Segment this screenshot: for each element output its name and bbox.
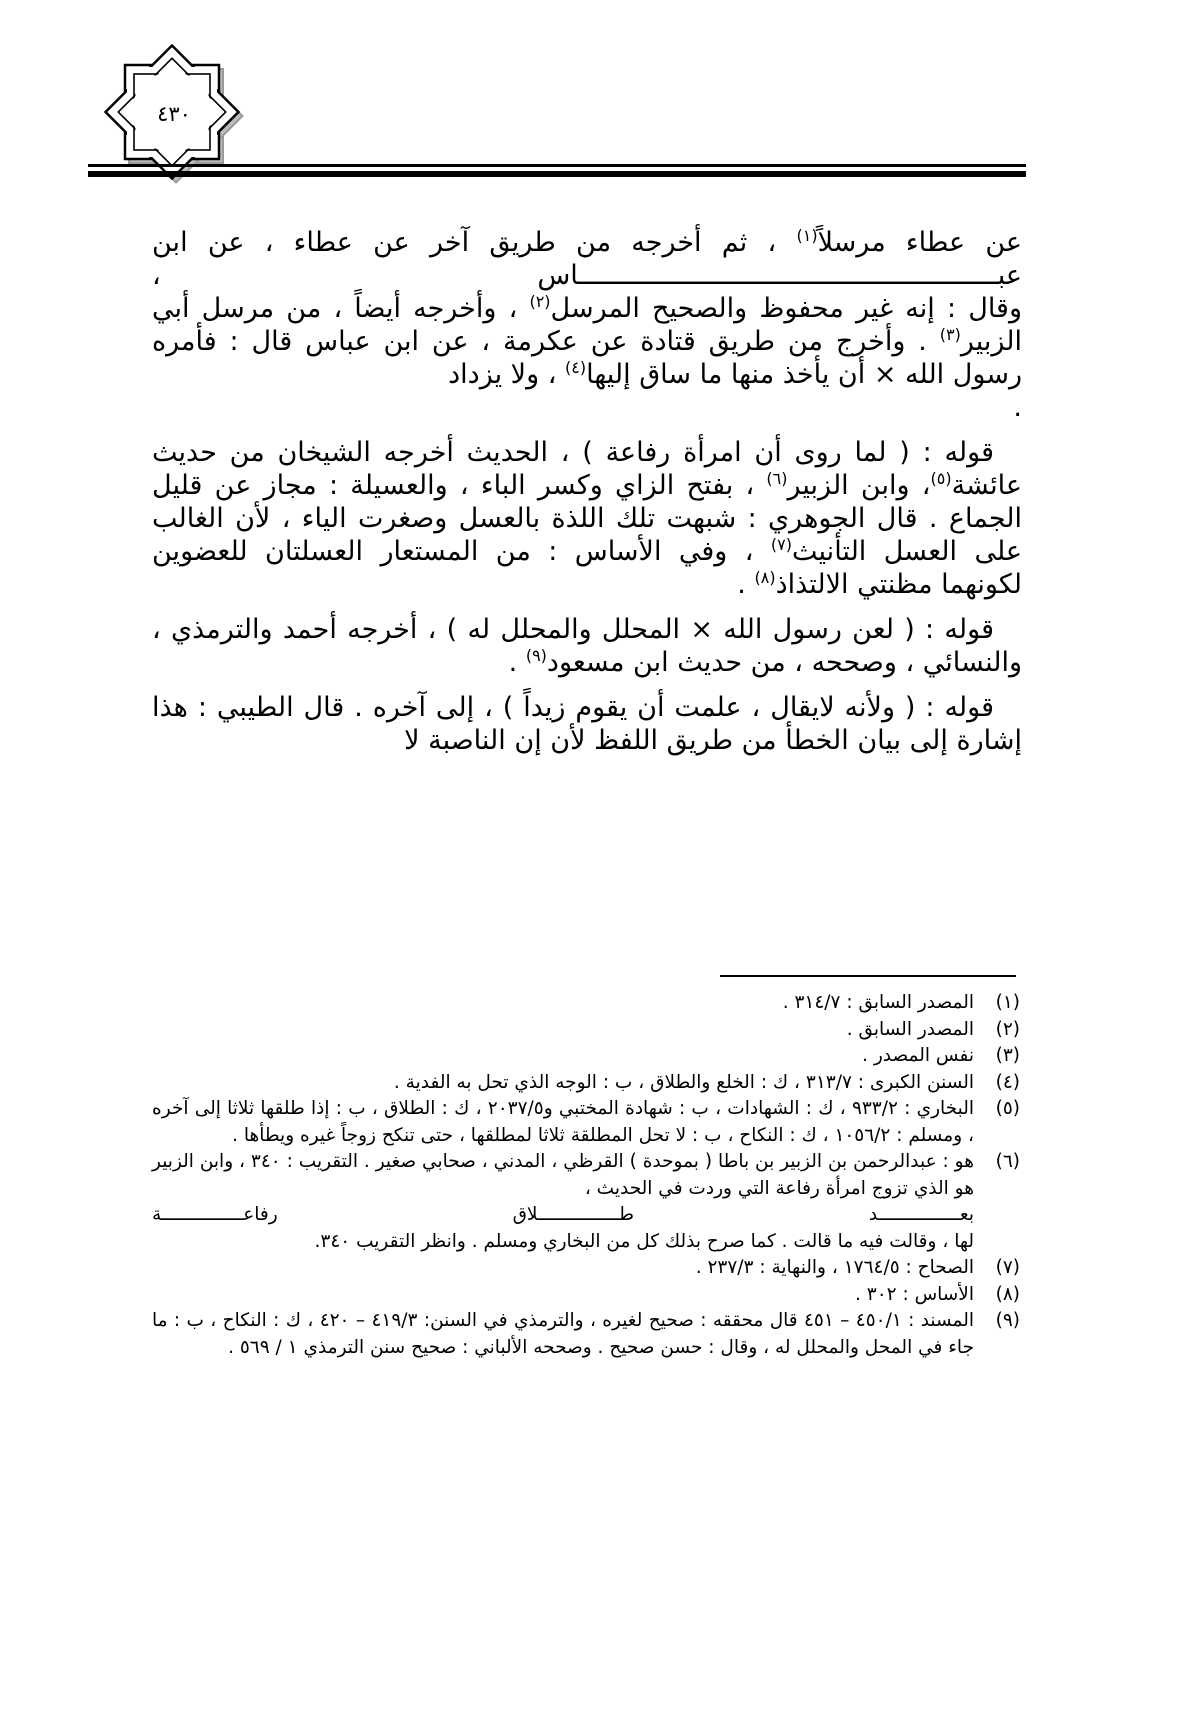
text-line: بعـــــــــــــــد طـــــــــــــــلاق رفاعـــــــــــــــة <box>152 1204 974 1225</box>
footnote <box>152 1308 1020 1361</box>
footnote-number: (٧) <box>995 1257 1020 1278</box>
paragraph <box>152 292 1022 424</box>
text-run: ، وابن الزبير <box>787 470 931 501</box>
footnote-ref: (٤) <box>565 358 587 377</box>
footnote-number: (٢) <box>995 1018 1020 1040</box>
footnote-text: المسند : ٤٥٠/١ – ٤٥١ قال محققه : صحيح لغيره ، والترمذي في السنن: ٤١٩/٣ – ٤٢٠ ، ك : النكاح ، ب : ما جاء في المحل والمحلل له ، وقال : حسن صحيح . وصححه الألباني : صحيح سنن الترمذي ١ / ٥٦٩ . <box>152 1310 974 1358</box>
footnote <box>152 1282 1020 1309</box>
footnote <box>152 1149 1020 1255</box>
text-run: . وأخرج من طريق قتادة عن عكرمة ، عن ابن عباس قال : فأمره رسول الله × أن يأخذ منها ما ساق إليها <box>152 326 1022 390</box>
footnote-ref: (١) <box>796 226 818 245</box>
text-run: ، وفي الأساس : من المستعار العسلتان للعضوين لكونهما مظنتي الالتذاذ <box>152 536 1022 600</box>
footnote-ref: (٢) <box>529 292 551 311</box>
footnote-text: نفس المصدر . <box>862 1045 974 1066</box>
text-run: قوله : ( ولأنه لايقال ، علمت أن يقوم زيداً ) ، إلى آخره . قال الطيبي : هذا إشارة إلى بيان الخطأ من طريق اللفظ لأن إن الناصبة لا <box>152 692 1022 756</box>
footnote-text <box>152 1149 974 1255</box>
text-run: ، ثم أخرجه من طريق آخر عن عطاء ، عن ابن <box>152 227 797 258</box>
footnote <box>152 1043 1020 1070</box>
paragraph <box>152 613 1022 679</box>
footnote-number: (٦) <box>995 1151 1020 1172</box>
footnote-number: (٥) <box>995 1098 1020 1119</box>
footnote-ref: (٣) <box>939 325 961 344</box>
text-run: وقال : إنه غير محفوظ والصحيح المرسل <box>550 293 1022 324</box>
footnote-text: الأساس : ٣٠٢ . <box>855 1283 974 1305</box>
footnote-text: السنن الكبرى : ٣١٣/٧ ، ك : الخلع والطلاق ، ب : الوجه الذي تحل به الفدية . <box>393 1071 974 1093</box>
header-rule-thin <box>88 164 1026 167</box>
footnote-ref: (٧) <box>770 535 793 554</box>
text-run: عن عطاء مرسلاً <box>817 227 1022 258</box>
footnote <box>152 990 1020 1017</box>
footnote-number: (١) <box>995 992 1020 1013</box>
footnote-number: (٩) <box>995 1310 1020 1331</box>
text-run: هو : عبدالرحمن بن الزبير بن باطا ( بموحدة ) القرظي ، المدني ، صحابي صغير . التقريب : ٣٤٠ ، وابن الزبير هو الذي تزوج امرأة رفاعة التي وردت في الحديث ، <box>152 1151 974 1199</box>
footnote <box>152 1255 1020 1282</box>
footnote-number: (٣) <box>995 1045 1020 1066</box>
footnote-number: (٨) <box>995 1283 1020 1305</box>
text-line <box>152 226 1022 259</box>
text-run: . <box>1013 392 1022 423</box>
footnote <box>152 1096 1020 1149</box>
footnote-ref: (٥) <box>930 469 952 488</box>
text-run: لها ، وقالت فيه ما قالت . كما صرح بذلك كل من البخاري ومسلم . وانظر التقريب ٣٤٠. <box>314 1230 974 1252</box>
text-run: . <box>508 647 526 678</box>
footnote-text: المصدر السابق : ٣١٤/٧ . <box>782 992 974 1013</box>
footnote-separator <box>720 975 1016 977</box>
footnote-text: الصحاح : ١٧٦٤/٥ ، والنهاية : ٢٣٧/٣ . <box>695 1257 974 1278</box>
text-run: ، بفتح الزاي وكسر الباء ، والعسيلة : مجاز عن قليل الجماع . قال الجوهري : شبهت تلك اللذة بالعسل وصغرت الياء ، لأن الغالب على العسل التأنيث <box>152 470 1022 567</box>
text-run: قوله : ( لعن رسول الله × المحلل والمحلل له ) ، أخرجه أحمد والترمذي ، والنسائي ، وصححه ، من حديث ابن مسعود <box>152 614 1022 678</box>
text-run: ، ولا يزداد <box>448 359 565 390</box>
footnote-ref: (٦) <box>766 469 788 488</box>
text-run: قوله : ( لما روى أن امرأة رفاعة ) ، الحديث أخرجه الشيخان من حديث عائشة <box>152 437 1022 501</box>
paragraph <box>152 691 1022 757</box>
footnotes <box>152 990 1020 1361</box>
footnote-text: المصدر السابق . <box>846 1018 974 1040</box>
text-run: ، وأخرجه أيضاً ، من مرسل أبي الزبير <box>152 293 1022 357</box>
footnote <box>152 1017 1020 1044</box>
footnote-number: (٤) <box>995 1071 1020 1093</box>
paragraph <box>152 226 1022 292</box>
body-text <box>152 226 1022 757</box>
text-run: . <box>737 569 755 600</box>
paragraph <box>152 436 1022 601</box>
footnote <box>152 1070 1020 1097</box>
footnote-text: البخاري : ٩٣٣/٢ ، ك : الشهادات ، ب : شهادة المختبي و٢٠٣٧/٥ ، ك : الطلاق ، ب : إذا طلقها ثلاثا إلى آخره ، ومسلم : ١٠٥٦/٢ ، ك : النكاح ، ب : لا تحل المطلقة ثلاثا لمطلقها ، حتى تنكح زوجاً غيره ويطأها . <box>152 1098 974 1146</box>
footnote-ref: (٨) <box>754 568 776 587</box>
header-rule-thick <box>88 171 1026 177</box>
page-number: ٤٣٠ <box>157 102 191 126</box>
text-line: عبـــــــــــــــــــــــــــــــــــــــــــــــــــــاس ، <box>152 260 1022 291</box>
footnote-ref: (٩) <box>525 646 547 665</box>
